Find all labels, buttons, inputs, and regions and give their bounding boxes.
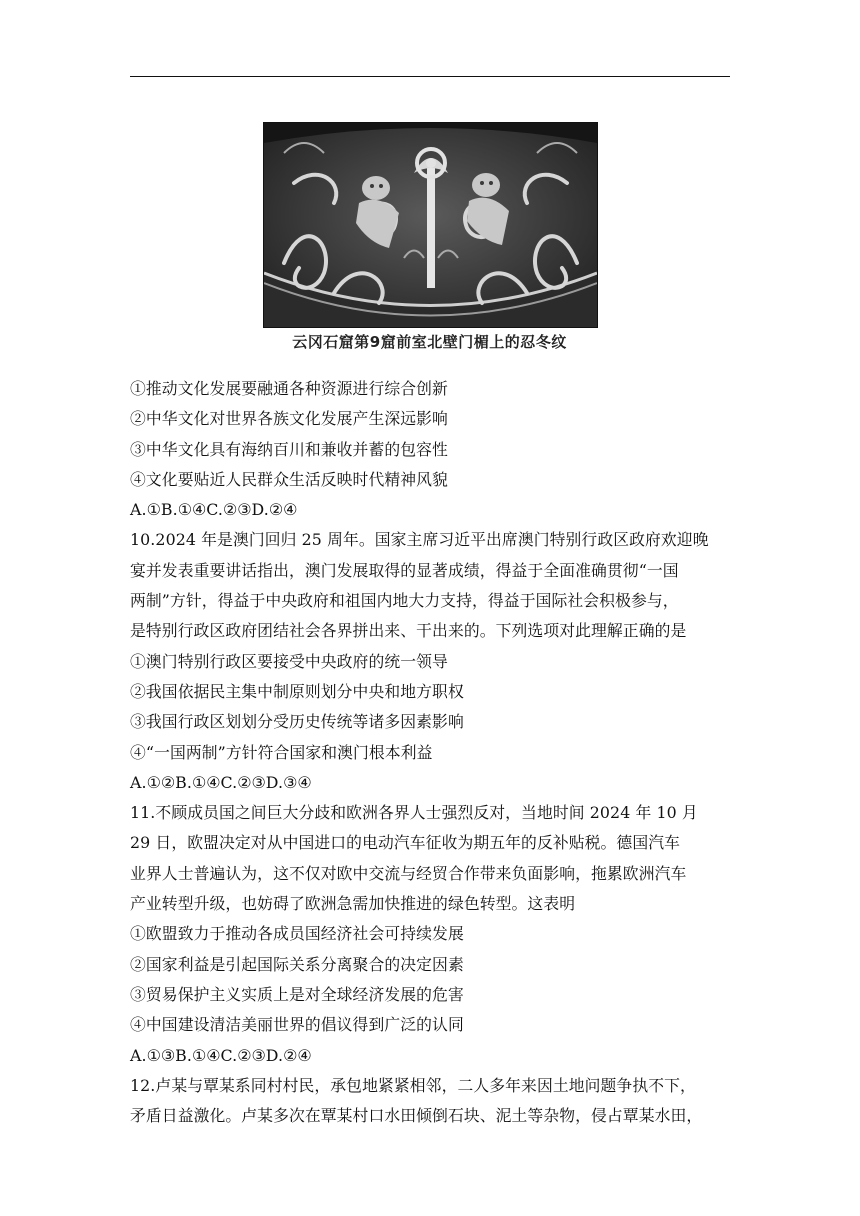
q10-option-1: ①澳门特别行政区要接受中央政府的统一领导: [130, 651, 448, 671]
question-text: [130, 374, 734, 1131]
q10-stem-line: 两制”方针，得益于中央政府和祖国内地大力支持，得益于国际社会积极参与，: [130, 591, 679, 611]
q11-option-2: ②国家利益是引起国际关系分离聚合的决定因素: [130, 954, 464, 974]
q10-option-3: ③我国行政区划划分受历史传统等诸多因素影响: [130, 712, 464, 732]
q11-stem-line: 29 日，欧盟决定对从中国进口的电动汽车征收为期五年的反补贴税。德国汽车: [130, 833, 681, 853]
q9-answers: A.①B.①④C.②③D.②④: [130, 500, 298, 520]
q11-stem-line: 业界人士普遍认为，这不仅对欧中交流与经贸合作带来负面影响，拖累欧洲汽车: [130, 863, 687, 883]
q9-option-4: ④文化要贴近人民群众生活反映时代精神风貌: [130, 469, 448, 489]
carved-relief-photo-icon: [264, 123, 597, 327]
q12-stem-line: 矛盾日益激化。卢某多次在覃某村口水田倾倒石块、泥土等杂物，侵占覃某水田，: [130, 1106, 703, 1126]
q9-option-1: ①推动文化发展要融通各种资源进行综合创新: [130, 379, 448, 398]
q11-option-4: ④中国建设清洁美丽世界的倡议得到广泛的认同: [130, 1015, 464, 1035]
q10-option-4: ④“一国两制”方针符合国家和澳门根本利益: [130, 742, 433, 762]
q10-stem-line: 宴并发表重要讲话指出，澳门发展取得的显著成绩，得益于全面准确贯彻“一国: [130, 560, 679, 580]
q9-option-3: ③中华文化具有海纳百川和兼收并蓄的包容性: [130, 439, 448, 459]
q11-stem-line: 11.不顾成员国之间巨大分歧和欧洲各界人士强烈反对，当地时间 2024 年 10 月: [130, 803, 698, 823]
q11-stem-line: 产业转型升级，也妨碍了欧洲急需加快推进的绿色转型。这表明: [130, 894, 576, 914]
q10-stem-line: 10.2024 年是澳门回归 25 周年。国家主席习近平出席澳门特别行政区政府欢迎晚: [130, 530, 709, 550]
relief-photo: [263, 122, 598, 328]
q12-stem-line: 12.卢某与覃某系同村村民，承包地紧紧相邻，二人多年来因土地问题争执不下，: [130, 1075, 696, 1095]
q11-answers: A.①③B.①④C.②③D.②④: [130, 1045, 312, 1065]
figure-caption: 云冈石窟第9窟前室北壁门楣上的忍冬纹: [292, 333, 567, 351]
q11-option-3: ③贸易保护主义实质上是对全球经济发展的危害: [130, 984, 464, 1004]
q10-answers: A.①②B.①④C.②③D.③④: [130, 772, 312, 792]
q10-stem-line: 是特别行政区政府团结社会各界拼出来、干出来的。下列选项对此理解正确的是: [130, 621, 687, 641]
q10-option-2: ②我国依据民主集中制原则划分中央和地方职权: [130, 681, 464, 701]
q9-option-2: ②中华文化对世界各族文化发展产生深远影响: [130, 409, 448, 429]
q11-option-1: ①欧盟致力于推动各成员国经济社会可持续发展: [130, 924, 464, 944]
header-rule: [130, 76, 730, 77]
